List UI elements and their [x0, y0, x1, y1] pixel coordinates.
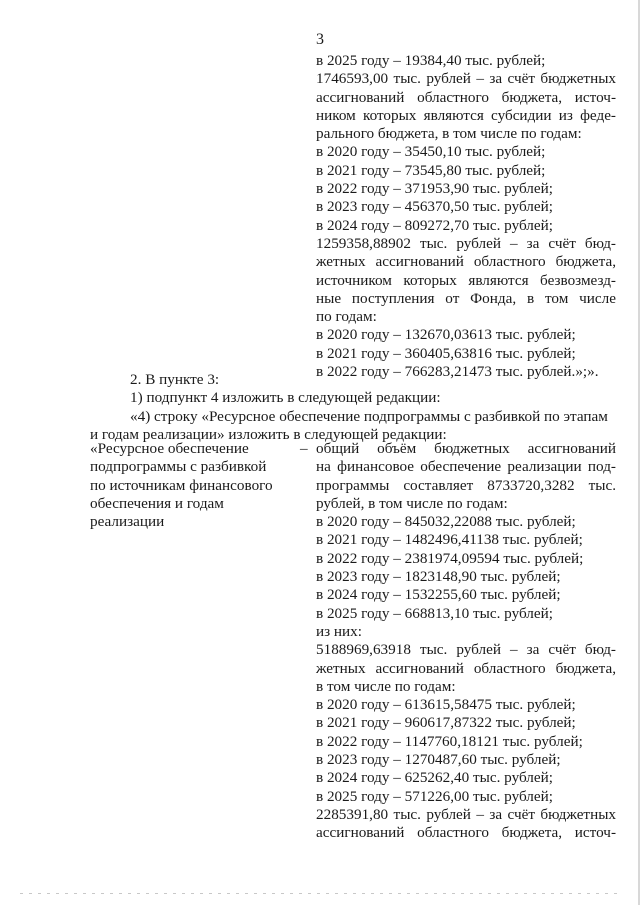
text-line: в 2021 году – 1482496,41138 тыс. рублей; — [316, 531, 583, 549]
text-line: в 2023 году – 1270487,60 тыс. рублей; — [316, 751, 561, 769]
text-line: рублей, в том числе по годам: — [316, 494, 508, 512]
text-line: ные поступления от Фонда, в том числе — [316, 289, 616, 307]
row-value-column — [316, 440, 616, 843]
text-line: общий объём бюджетных ассигнований — [316, 440, 616, 457]
amendment-paragraphs — [90, 371, 616, 444]
text-line: в 2025 году – 668813,10 тыс. рублей; — [316, 604, 553, 622]
text-line: в 2024 году – 1532255,60 тыс. рублей; — [316, 586, 561, 604]
text-line: в 2022 году – 766283,21473 тыс. рублей.»;». — [316, 363, 599, 381]
top-funding-column — [316, 52, 616, 381]
row-title-line: по источникам финансового — [90, 476, 273, 494]
text-line: ассигнований областного бюджета, источ- — [316, 824, 616, 842]
row-title-column — [90, 440, 296, 531]
page-number: 3 — [316, 31, 324, 48]
text-line: в 2025 году – 571226,00 тыс. рублей; — [316, 787, 553, 805]
row-dash: – — [300, 440, 308, 457]
text-line: 5188969,63918 тыс. рублей – за счёт бюд- — [316, 641, 616, 659]
text-line: в 2022 году – 371953,90 тыс. рублей; — [316, 180, 553, 198]
item-2-1: 1) подпункт 4 изложить в следующей редакции: — [130, 389, 441, 407]
text-line: программы составляет 8733720,3282 тыс. — [316, 476, 616, 494]
text-line: в 2021 году – 360405,63816 тыс. рублей; — [316, 344, 576, 362]
text-line: по годам: — [316, 308, 377, 326]
text-line: ником которых являются субсидии из феде- — [316, 106, 616, 124]
row-title-line: обеспечения и годам — [90, 494, 224, 512]
item-2-1-quote-line-1: «4) строку «Ресурсное обеспечение подпрограммы с разбивкой по этапам — [130, 407, 608, 425]
text-line: в 2020 году – 35450,10 тыс. рублей; — [316, 143, 546, 161]
text-line: в 2025 году – 19384,40 тыс. рублей; — [316, 52, 546, 69]
text-line: жетных ассигнований областного бюджета, — [316, 253, 616, 271]
text-line: в 2021 году – 960617,87322 тыс. рублей; — [316, 714, 576, 732]
row-title-line: реализации — [90, 513, 165, 531]
text-line: источником которых являются безвозмезд- — [316, 271, 616, 289]
text-line: в 2023 году – 1823148,90 тыс. рублей; — [316, 568, 561, 586]
text-line: в 2020 году – 845032,22088 тыс. рублей; — [316, 513, 576, 531]
text-line: в 2022 году – 2381974,09594 тыс. рублей; — [316, 549, 584, 567]
text-line: 2285391,80 тыс. рублей – за счёт бюджетных — [316, 805, 616, 823]
text-line: в 2024 году – 625262,40 тыс. рублей; — [316, 769, 553, 787]
scan-edge-dots — [20, 893, 620, 894]
text-line: в 2023 году – 456370,50 тыс. рублей; — [316, 198, 553, 216]
text-line: на финансовое обеспечение реализации под- — [316, 458, 616, 476]
text-line: 1746593,00 тыс. рублей – за счёт бюджетных — [316, 70, 616, 88]
text-line: в 2020 году – 613615,58475 тыс. рублей; — [316, 696, 576, 714]
text-line: жетных ассигнований областного бюджета, — [316, 659, 616, 677]
text-line: в 2021 году – 73545,80 тыс. рублей; — [316, 161, 546, 179]
text-line: 1259358,88902 тыс. рублей – за счёт бюд- — [316, 234, 616, 252]
text-line: в 2020 году – 132670,03613 тыс. рублей; — [316, 326, 576, 344]
text-line: ассигнований областного бюджета, источ- — [316, 88, 616, 106]
row-title-line: подпрограммы с разбивкой — [90, 458, 267, 476]
text-line: в том числе по годам: — [316, 677, 456, 695]
text-line: рального бюджета, в том числе по годам: — [316, 125, 582, 143]
row-title-line: «Ресурсное обеспечение — [90, 440, 249, 457]
item-2-heading: 2. В пункте 3: — [130, 371, 220, 388]
text-line: в 2022 году – 1147760,18121 тыс. рублей; — [316, 732, 583, 750]
text-line: в 2024 году – 809272,70 тыс. рублей; — [316, 216, 553, 234]
item-2-1-quote-line-2: и годам реализации» изложить в следующей редакции: — [90, 425, 447, 443]
text-line: из них: — [316, 622, 362, 640]
